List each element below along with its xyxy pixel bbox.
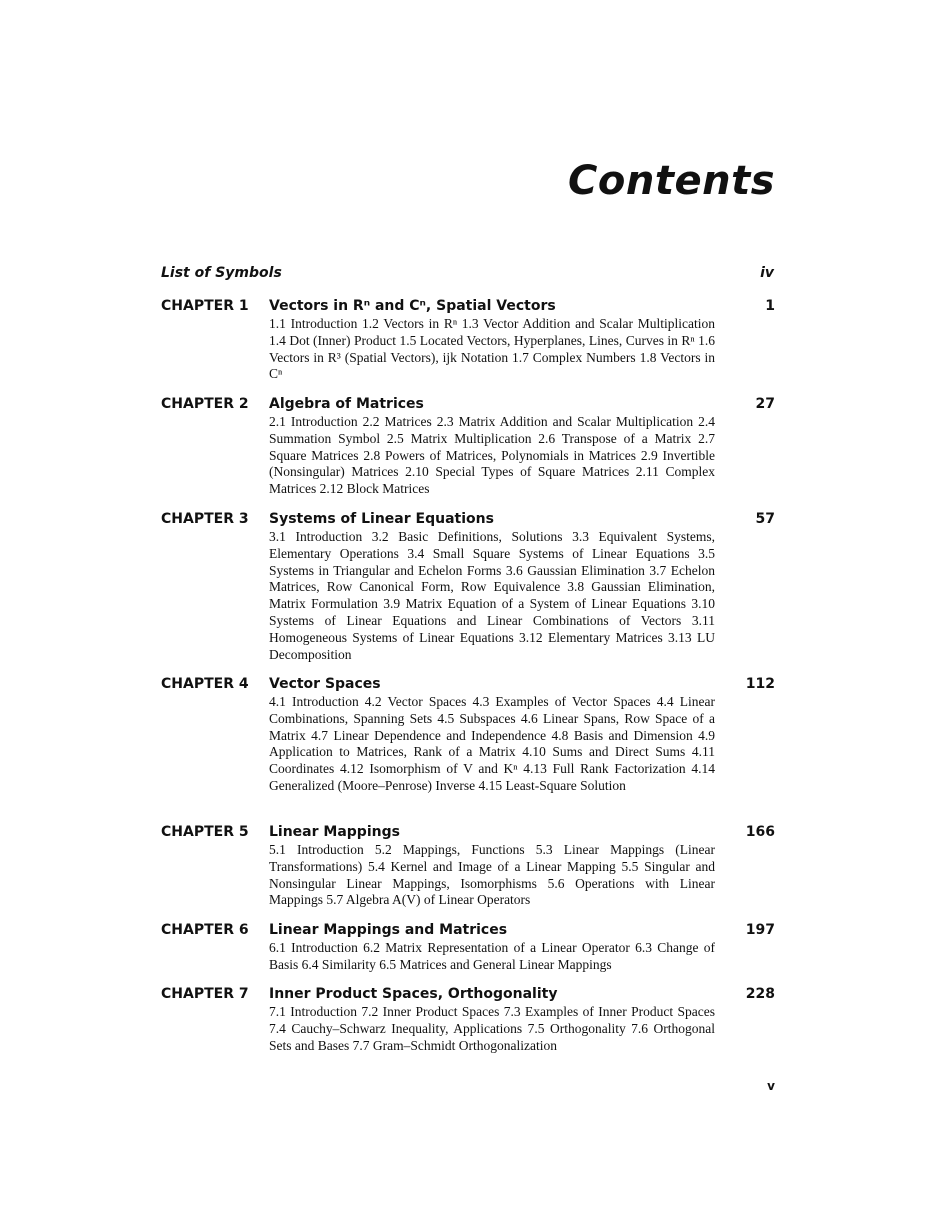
chapter-label: CHAPTER 7	[161, 986, 249, 1002]
chapter-title: Inner Product Spaces, Orthogonality	[269, 986, 558, 1002]
chapter-label: CHAPTER 5	[161, 824, 249, 840]
chapter-page-number: 166	[745, 824, 775, 840]
page-title: Contents	[568, 158, 775, 204]
chapter-title: Vector Spaces	[269, 676, 381, 692]
chapter-title: Linear Mappings	[269, 824, 400, 840]
chapter-label: CHAPTER 2	[161, 396, 249, 412]
chapter-label: CHAPTER 6	[161, 922, 249, 938]
chapter-label: CHAPTER 4	[161, 676, 249, 692]
chapter-sections: 2.1 Introduction 2.2 Matrices 2.3 Matrix Addition and Scalar Multiplication 2.4 Summation Symbol 2.5 Matrix Multiplication 2.6 Transpose of a Matrix 2.7 Square Matrices 2.8 Powers of Matrices, Polynomials in Matrices 2.9 Invertible (Nonsingular) Matrices 2.10 Special Types of Square Matrices 2.11 Complex Matrices 2.12 Block Matrices	[269, 414, 715, 497]
chapter-sections: 3.1 Introduction 3.2 Basic Definitions, Solutions 3.3 Equivalent Systems, Elementary Operations 3.4 Small Square Systems of Linear Equations 3.5 Systems in Triangular and Echelon Forms 3.6 Gaussian Elimination 3.7 Echelon Matrices, Row Canonical Form, Row Equivalence 3.8 Gaussian Elimination, Matrix Formulation 3.9 Matrix Equation of a System of Linear Equations 3.10 Systems of Linear Equations and Linear Combinations of Vectors 3.11 Homogeneous Systems of Linear Equations 3.12 Elementary Matrices 3.13 LU Decomposition	[269, 529, 715, 662]
chapter-page-number: 27	[755, 396, 775, 412]
chapter-page-number: 57	[755, 511, 775, 527]
chapter-page-number: 1	[765, 298, 775, 314]
page-folio: v	[767, 1079, 775, 1093]
chapter-page-number: 228	[745, 986, 775, 1002]
chapter-sections: 5.1 Introduction 5.2 Mappings, Functions 5.3 Linear Mappings (Linear Transformations) 5.4 Kernel and Image of a Linear Mapping 5.5 Singular and Nonsingular Linear Mappings, Isomorphisms 5.6 Operations with Linear Mappings 5.7 Algebra A(V) of Linear Operators	[269, 842, 715, 908]
chapter-sections: 6.1 Introduction 6.2 Matrix Representation of a Linear Operator 6.3 Change of Basis 6.4 Similarity 6.5 Matrices and General Linear Mappings	[269, 940, 715, 972]
chapter-title: Systems of Linear Equations	[269, 511, 494, 527]
chapter-page-number: 112	[745, 676, 775, 692]
chapter-title: Linear Mappings and Matrices	[269, 922, 508, 938]
chapter-sections: 4.1 Introduction 4.2 Vector Spaces 4.3 Examples of Vector Spaces 4.4 Linear Combinations, Spanning Sets 4.5 Subspaces 4.6 Linear Spans, Row Space of a Matrix 4.7 Linear Dependence and Independence 4.8 Basis and Dimension 4.9 Application to Matrices, Rank of a Matrix 4.10 Sums and Direct Sums 4.11 Coordinates 4.12 Isomorphism of V and Kⁿ 4.13 Full Rank Factorization 4.14 Generalized (Moore–Penrose) Inverse 4.15 Least-Square Solution	[269, 694, 715, 793]
list-of-symbols-page: iv	[760, 265, 774, 281]
chapter-title: Vectors in Rⁿ and Cⁿ, Spatial Vectors	[269, 298, 556, 314]
chapter-label: CHAPTER 1	[161, 298, 249, 314]
chapter-label: CHAPTER 3	[161, 511, 249, 527]
chapter-sections: 7.1 Introduction 7.2 Inner Product Spaces 7.3 Examples of Inner Product Spaces 7.4 Cauchy–Schwarz Inequality, Applications 7.5 Orthogonality 7.6 Orthogonal Sets and Bases 7.7 Gram–Schmidt Orthogonalization	[269, 1004, 715, 1053]
chapter-title: Algebra of Matrices	[269, 396, 424, 412]
list-of-symbols-label: List of Symbols	[161, 265, 282, 281]
chapter-page-number: 197	[745, 922, 775, 938]
chapter-sections: 1.1 Introduction 1.2 Vectors in Rⁿ 1.3 Vector Addition and Scalar Multiplication 1.4 Dot (Inner) Product 1.5 Located Vectors, Hyperplanes, Lines, Curves in Rⁿ 1.6 Vectors in R³ (Spatial Vectors), ijk Notation 1.7 Complex Numbers 1.8 Vectors in Cⁿ	[269, 316, 715, 382]
